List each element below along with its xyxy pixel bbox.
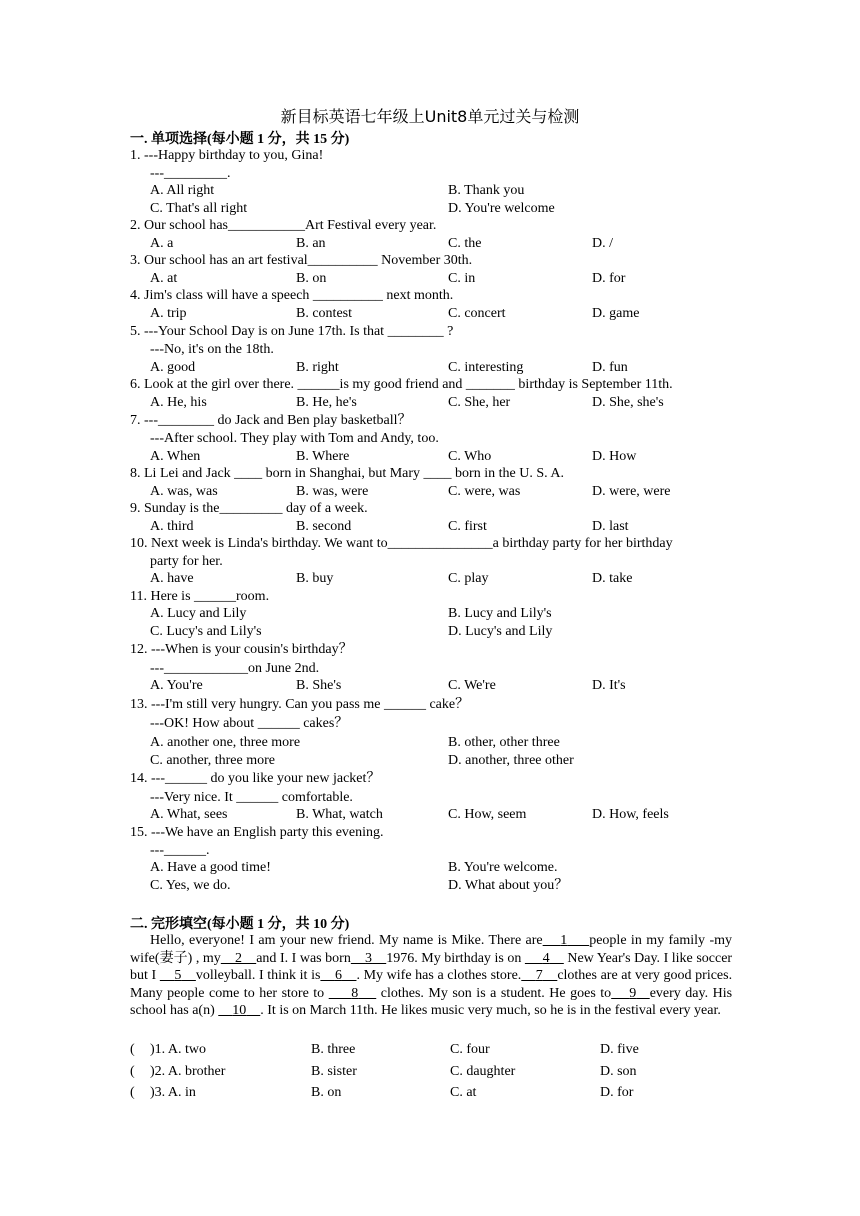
q14-stem-2: ---Very nice. It ______ comfortable.	[150, 790, 353, 805]
cloze-3-option-d: D. for	[600, 1085, 634, 1100]
cloze-2-paren: (	[130, 1064, 135, 1079]
q11-option-a: A. Lucy and Lily	[150, 606, 247, 621]
q15-option-c: C. Yes, we do.	[150, 878, 231, 893]
q9-option-b: B. second	[296, 519, 352, 534]
cloze-1-option-a: )1. A. two	[150, 1042, 206, 1057]
q10-option-d: D. take	[592, 571, 633, 586]
cloze-3-option-c: C. at	[450, 1085, 477, 1100]
q3-option-d: D. for	[592, 271, 626, 286]
q9-option-a: A. third	[150, 519, 194, 534]
q4-option-a: A. trip	[150, 306, 187, 321]
blank-9	[611, 986, 650, 1001]
q1-option-b: B. Thank you	[448, 183, 525, 198]
q15-option-a: A. Have a good time!	[150, 860, 271, 875]
q6-stem: 6. Look at the girl over there. ______is my good friend and _______ birthday is September 11th.	[130, 377, 673, 392]
q7-option-d: D. How	[592, 449, 637, 464]
section-2-heading: 二. 完形填空(每小题 1 分，共 10 分)	[130, 917, 350, 932]
q2-option-b: B. an	[296, 236, 326, 251]
q12-stem: 12. ---When is your cousin's birthday？	[130, 642, 353, 657]
blank-7-number: 7	[535, 968, 543, 984]
blank-2-number: 2	[235, 950, 242, 966]
q1-stem-2: ---_________.	[150, 166, 231, 181]
blank-6	[320, 968, 356, 983]
q13-option-a: A. another one, three more	[150, 735, 301, 750]
q5-option-d: D. fun	[592, 360, 628, 375]
cloze-2-option-a: )2. A. brother	[150, 1064, 226, 1079]
q9-option-c: C. first	[448, 519, 487, 534]
q2-stem: 2. Our school has___________Art Festival every year.	[130, 218, 437, 233]
q15-option-b: B. You're welcome.	[448, 860, 558, 875]
cloze-2-option-b: B. sister	[311, 1064, 357, 1079]
passage-text: clothes. My son is a student. He goes to	[380, 985, 612, 1001]
q7-option-b: B. Where	[296, 449, 350, 464]
blank-9-number: 9	[629, 985, 637, 1001]
passage-text: . It is on March 11th. He likes music very much, so he is in the festival every year.	[260, 1003, 721, 1019]
blank-5-number: 5	[174, 968, 182, 984]
q12-option-b: B. She's	[296, 678, 342, 693]
q14-option-b: B. What, watch	[296, 807, 383, 822]
q13-option-d: D. another, three other	[448, 753, 574, 768]
q14-option-d: D. How, feels	[592, 807, 669, 822]
q8-option-c: C. were, was	[448, 484, 521, 499]
passage-text: people in my family -my wife(妻子) , my	[130, 933, 732, 966]
passage-text: clothes are at very good prices. Many people come to her store to	[130, 968, 733, 1001]
q14-option-a: A. What, sees	[150, 807, 228, 822]
q5-stem: 5. ---Your School Day is on June 17th. Is that ________ ?	[130, 324, 454, 339]
blank-10-number: 10	[232, 1003, 247, 1019]
q7-option-c: C. Who	[448, 449, 492, 464]
q4-stem: 4. Jim's class will have a speech __________ next month.	[130, 288, 454, 303]
blank-8	[329, 986, 377, 1001]
blank-1-number: 1	[560, 933, 568, 948]
blank-4-number: 4	[542, 950, 550, 966]
q4-option-b: B. contest	[296, 306, 352, 321]
passage-text: and I. I was born	[256, 950, 351, 966]
q3-option-b: B. on	[296, 271, 327, 286]
q8-stem: 8. Li Lei and Jack ____ born in Shanghai, but Mary ____ born in the U. S. A.	[130, 466, 564, 481]
q13-option-c: C. another, three more	[150, 753, 276, 768]
q5-option-c: C. interesting	[448, 360, 524, 375]
cloze-passage	[130, 932, 732, 1020]
cloze-3-option-a: )3. A. in	[150, 1085, 196, 1100]
cloze-3-paren: (	[130, 1085, 135, 1100]
q9-stem: 9. Sunday is the_________ day of a week.	[130, 501, 368, 516]
cloze-3-option-b: B. on	[311, 1085, 342, 1100]
q13-option-b: B. other, other three	[448, 735, 560, 750]
blank-2	[221, 951, 256, 966]
q13-stem-2: ---OK! How about ______ cakes？	[150, 716, 349, 731]
cloze-2-option-d: D. son	[600, 1064, 637, 1079]
q10-option-b: B. buy	[296, 571, 334, 586]
q4-option-c: C. concert	[448, 306, 506, 321]
q10-stem-2: party for her.	[150, 554, 223, 569]
cloze-1-option-b: B. three	[311, 1042, 356, 1057]
q7-option-a: A. When	[150, 449, 201, 464]
q12-option-d: D. It's	[592, 678, 626, 693]
blank-4	[525, 951, 564, 966]
q9-option-d: D. last	[592, 519, 629, 534]
blank-8-number: 8	[351, 985, 359, 1001]
q8-option-b: B. was, were	[296, 484, 369, 499]
q4-option-d: D. game	[592, 306, 640, 321]
cloze-1-option-d: D. five	[600, 1042, 639, 1057]
q5-option-b: B. right	[296, 360, 339, 375]
cloze-1-paren: (	[130, 1042, 135, 1057]
q2-option-c: C. the	[448, 236, 482, 251]
blank-3	[351, 951, 386, 966]
q1-stem: 1. ---Happy birthday to you, Gina!	[130, 148, 324, 163]
q3-option-a: A. at	[150, 271, 178, 286]
q15-stem-2: ---______.	[150, 843, 210, 858]
q3-stem: 3. Our school has an art festival__________ November 30th.	[130, 253, 473, 268]
passage-text: every day. His school has a(n)	[130, 985, 733, 1019]
q15-option-d: D. What about you？	[448, 878, 569, 893]
passage-text: New Year's Day. I like soccer but I	[130, 950, 733, 984]
passage-text: volleyball. I think it is	[195, 968, 321, 984]
q6-option-b: B. He, he's	[296, 395, 357, 410]
blank-1	[543, 933, 590, 948]
q11-option-d: D. Lucy's and Lily	[448, 624, 553, 639]
q7-stem: 7. ---________ do Jack and Ben play basketball？	[130, 413, 412, 428]
q5-option-a: A. good	[150, 360, 196, 375]
blank-5	[160, 968, 196, 983]
q12-option-a: A. You're	[150, 678, 203, 693]
q3-option-c: C. in	[448, 271, 476, 286]
q11-option-c: C. Lucy's and Lily's	[150, 624, 262, 639]
q15-stem: 15. ---We have an English party this evening.	[130, 825, 384, 840]
blank-7	[521, 968, 557, 983]
q12-option-c: C. We're	[448, 678, 496, 693]
q10-option-a: A. have	[150, 571, 194, 586]
q7-stem-2: ---After school. They play with Tom and Andy, too.	[150, 431, 439, 446]
q11-stem: 11. Here is ______room.	[130, 589, 270, 604]
passage-text: Hello, everyone! I am your new friend. My name is Mike. There are	[150, 933, 543, 948]
cloze-1-option-c: C. four	[450, 1042, 490, 1057]
q8-option-a: A. was, was	[150, 484, 218, 499]
blank-3-number: 3	[365, 950, 373, 966]
q1-option-c: C. That's all right	[150, 201, 248, 216]
section-1-heading: 一. 单项选择(每小题 1 分，共 15 分)	[130, 132, 350, 147]
q14-stem: 14. ---______ do you like your new jacket？	[130, 771, 381, 786]
q8-option-d: D. were, were	[592, 484, 671, 499]
blank-10	[218, 1003, 260, 1018]
q11-option-b: B. Lucy and Lily's	[448, 606, 552, 621]
q10-stem: 10. Next week is Linda's birthday. We want to_______________a birthday party for her birthday	[130, 536, 673, 551]
q6-option-d: D. She, she's	[592, 395, 664, 410]
q10-option-c: C. play	[448, 571, 489, 586]
q6-option-c: C. She, her	[448, 395, 511, 410]
q2-option-d: D. /	[592, 236, 613, 251]
page-title: 新目标英语七年级上Unit8单元过关与检测	[280, 107, 580, 126]
q6-option-a: A. He, his	[150, 395, 207, 410]
blank-6-number: 6	[334, 968, 342, 984]
q12-stem-2: ---____________on June 2nd.	[150, 661, 320, 676]
q5-stem-2: ---No, it's on the 18th.	[150, 342, 274, 357]
q2-option-a: A. a	[150, 236, 174, 251]
q1-option-d: D. You're welcome	[448, 201, 555, 216]
q14-option-c: C. How, seem	[448, 807, 527, 822]
q13-stem: 13. ---I'm still very hungry. Can you pass me ______ cake？	[130, 697, 470, 712]
cloze-2-option-c: C. daughter	[450, 1064, 516, 1079]
passage-text: 1976. My birthday is on	[386, 950, 522, 966]
passage-text: . My wife has a clothes store.	[356, 968, 522, 984]
q1-option-a: A. All right	[150, 183, 215, 198]
